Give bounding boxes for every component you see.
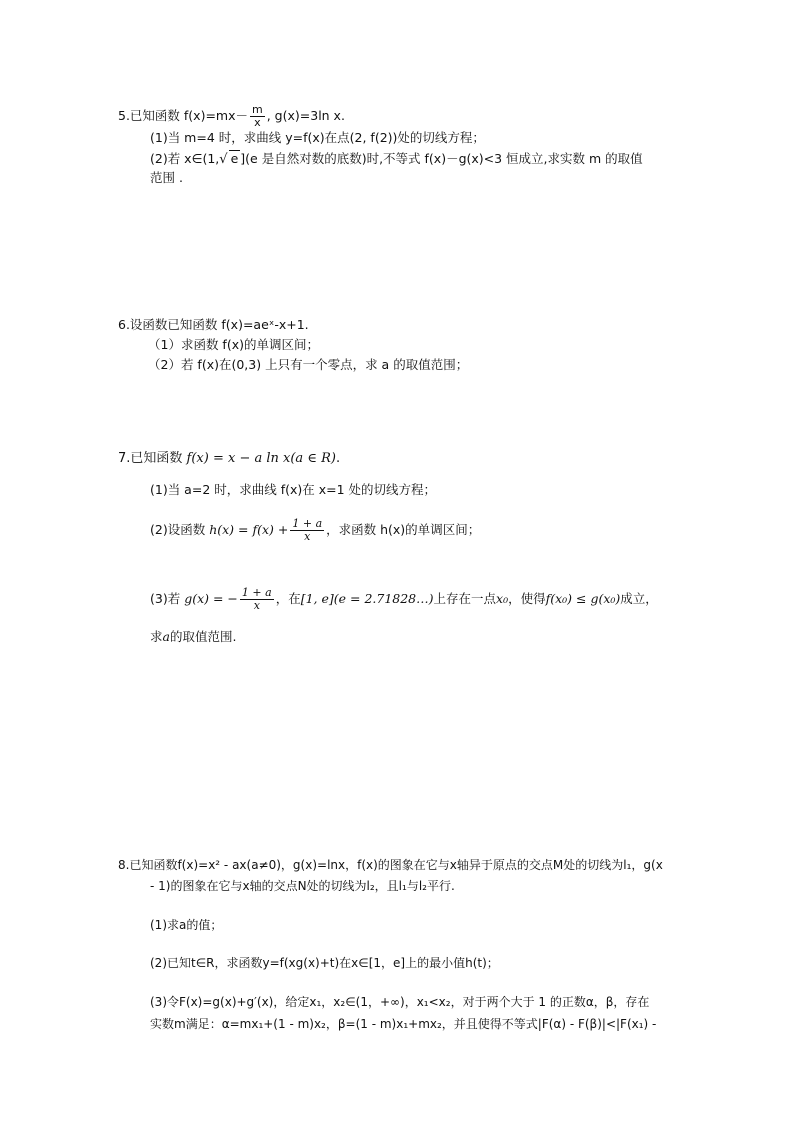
q6-intro: 6.设函数已知函数 f(x)=aeˣ-x+1. (118, 317, 309, 332)
q7-part3-num: 1 + a (241, 586, 272, 599)
q8-part1: (1)求a的值； (150, 918, 223, 932)
q7-part3-interval: [1, e](e = 2.71828…) (300, 591, 434, 606)
q5-frac-den: x (254, 116, 261, 129)
q5-intro-a: 5.已知函数 f(x)=mx (118, 108, 236, 123)
q8-part3-line1: (3)令F(x)=g(x)+g′(x)，给定x₁，x₂∈(1，+∞)，x₁<x₂，对于两个大于 1 的正数α，β，存在 (150, 995, 650, 1009)
q5-part2-b: ](e 是自然对数的底数)时,不等式 f(x)－g(x)<3 恒成立,求实数 m 的取值 (240, 151, 643, 166)
q7-part3-tail (150, 629, 236, 645)
q7-intro-formula: f(x) = x − a ln x(a ∈ R) (186, 451, 336, 466)
q5-intro-b: , g(x)=3ln x. (266, 108, 345, 123)
q7-part1: (1)当 a=2 时，求曲线 f(x)在 x=1 处的切线方程； (150, 482, 437, 497)
q7-part3-d: ，使得 (508, 591, 546, 606)
q6-part1: （1）求函数 f(x)的单调区间； (148, 337, 319, 352)
q7-part3-tail-a: 求 (150, 629, 163, 644)
q7-part2-den: x (304, 530, 311, 543)
sqrt-icon: √ (219, 152, 228, 167)
q5-part2 (150, 150, 643, 168)
q7-part3-ineq: f(x₀) ≤ g(x₀) (545, 591, 621, 606)
q7-part3-tail-b: 的取值范围. (169, 629, 237, 644)
q5-sqrt-e: e (230, 151, 239, 166)
q7-part2 (150, 518, 480, 543)
q7-part2-num: 1 + a (292, 517, 323, 530)
q7-intro-a: 7.已知函数 (118, 451, 183, 466)
q5-frac-num: m (252, 103, 263, 116)
q7-part3 (150, 587, 658, 612)
q5-part2-tail: 范围 . (150, 170, 183, 185)
q7-part2-b: ，求函数 h(x)的单调区间； (326, 522, 481, 537)
q6-part2: （2）若 f(x)在(0,3) 上只有一个零点，求 a 的取值范围； (148, 357, 469, 372)
q7-intro-b: . (335, 451, 341, 466)
q8-part2: (2)已知t∈R，求函数y=f(xg(x)+t)在x∈[1，e]上的最小值h(t)； (150, 956, 499, 970)
q7-part2-formula: h(x) = f(x) + (209, 522, 289, 537)
q7-part3-tail-var: a (162, 629, 170, 644)
q5-fraction (250, 104, 265, 129)
q5-part1: (1)当 m=4 时，求曲线 y=f(x)在点(2, f(2))处的切线方程； (150, 130, 485, 145)
q8-intro-line1: 8.已知函数f(x)=x² - ax(a≠0)，g(x)=lnx，f(x)的图象在它与x轴异于原点的交点M处的切线为l₁，g(x (118, 858, 663, 872)
q7-intro (118, 451, 340, 467)
q7-part2-fraction (290, 518, 324, 543)
q7-part3-a: (3)若 (150, 591, 181, 606)
q7-part3-b: ，在 (275, 591, 301, 606)
q5-part2-a: (2)若 x∈(1, (150, 151, 220, 166)
q7-part3-fraction (240, 587, 274, 612)
q7-part2-a: (2)设函数 (150, 522, 206, 537)
q5-intro: 5.已知函数 f(x)=mx－ $\frac{m}{x}$ , g(x)=3ln x. (118, 103, 345, 129)
q7-part3-c: 上存在一点 (433, 591, 497, 606)
q8-part3-line2: 实数m满足：α=mx₁+(1 - m)x₂，β=(1 - m)x₁+mx₂，并且使得不等式|F(α) - F(β)|<|F(x₁) - (150, 1017, 657, 1031)
q7-part3-formula: g(x) = − (184, 591, 238, 606)
q7-part3-den: x (253, 599, 260, 612)
q7-part3-e: 成立， (620, 591, 658, 606)
q7-part3-x0: x₀ (496, 591, 509, 606)
q8-intro-line2: - 1)的图象在它与x轴的交点N处的切线为l₂，且l₁与l₂平行. (150, 879, 455, 893)
